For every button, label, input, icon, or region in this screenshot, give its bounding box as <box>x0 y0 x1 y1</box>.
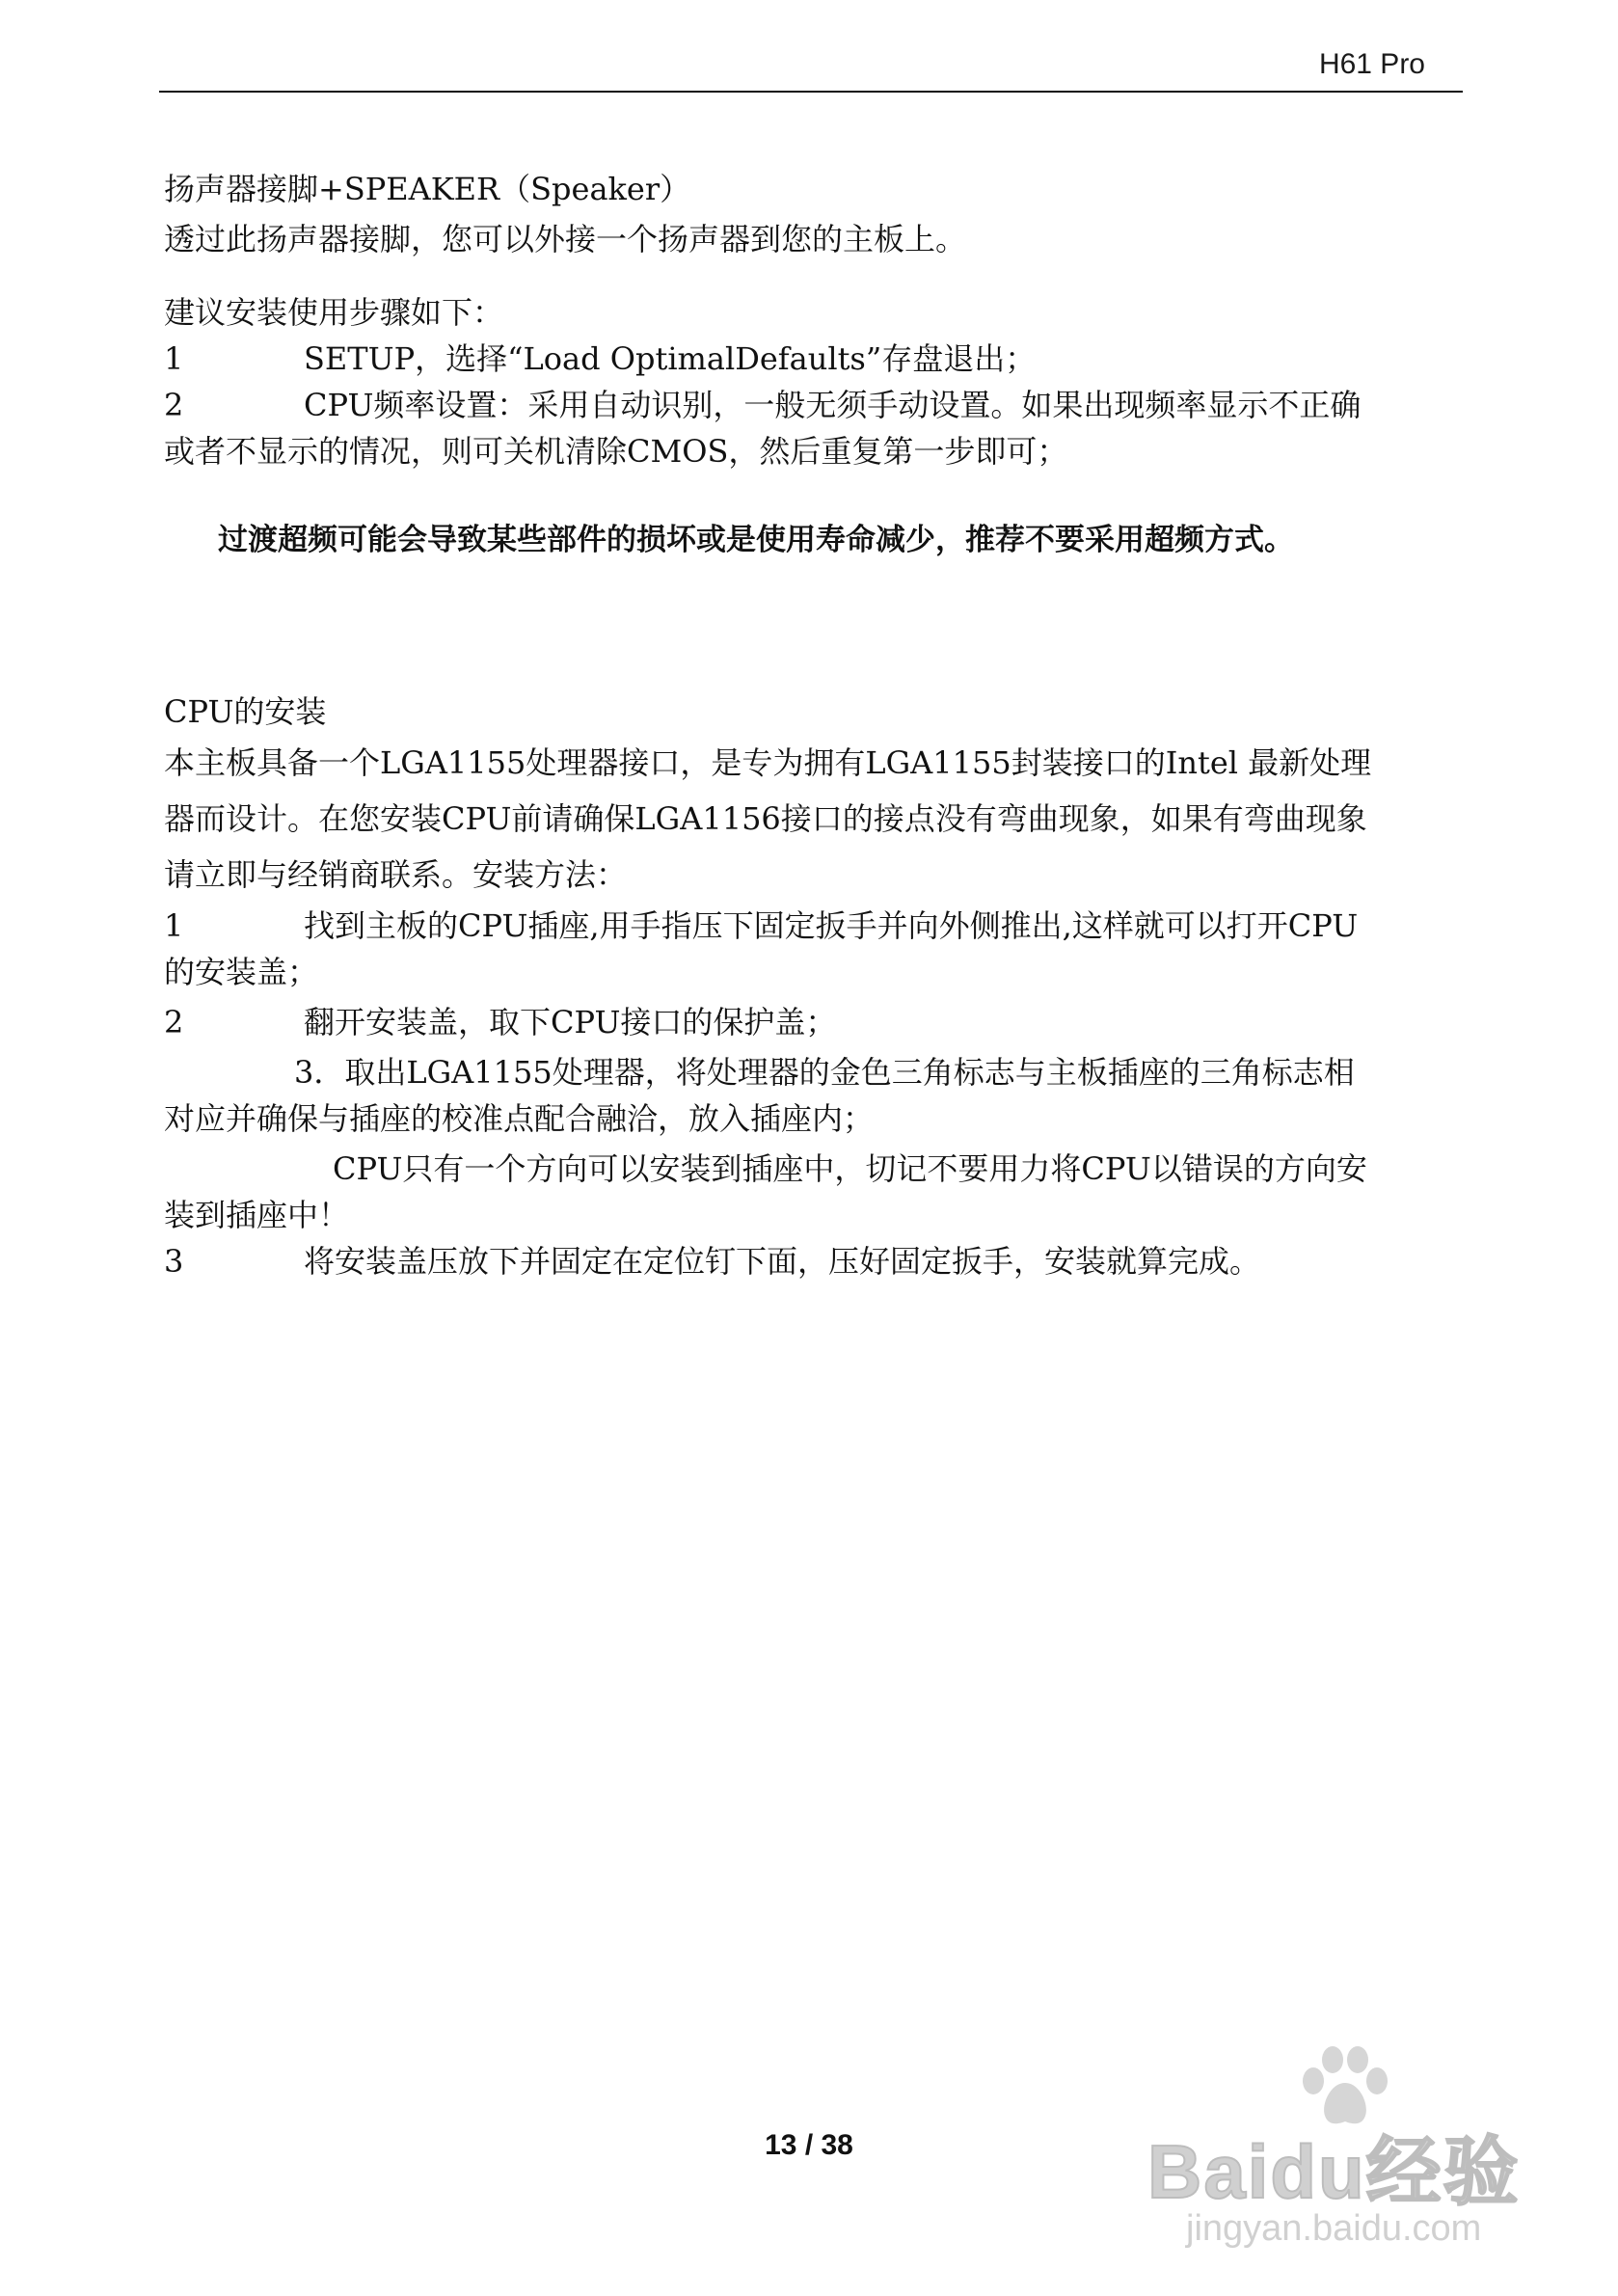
cpu-heading: CPU的安装 <box>164 693 327 730</box>
step-text: SETUP，选择“Load OptimalDefaults”存盘退出； <box>304 340 1037 377</box>
cpu-orientation-note: CPU只有一个方向可以安装到插座中，切记不要用力将CPU以错误的方向安 <box>333 1150 1367 1187</box>
baidu-watermark <box>1147 2044 1533 2256</box>
step-text: 找到主板的CPU插座,用手指压下固定扳手并向外侧推出,这样就可以打开CPU <box>304 907 1359 944</box>
setup-step-1 <box>164 336 1456 382</box>
step-number: 1 <box>164 340 184 377</box>
step-text: 将安装盖压放下并固定在定位钉下面，压好固定扳手，安装就算完成。 <box>304 1243 1261 1280</box>
step-number: 2 <box>164 387 184 423</box>
cpu-step-1-continued: 的安装盖； <box>164 954 319 990</box>
setup-step-2 <box>164 382 1456 428</box>
cpu-paragraph-line: 本主板具备一个LGA1155处理器接口，是专为拥有LGA1155封装接口的Intel 最新处理 <box>164 744 1372 781</box>
cpu-step-2 <box>164 999 1456 1045</box>
step-text: CPU频率设置：采用自动识别，一般无须手动设置。如果出现频率显示不正确 <box>304 387 1362 423</box>
page-content <box>164 166 1456 1284</box>
speaker-heading: 扬声器接脚+SPEAKER（Speaker） <box>164 171 691 207</box>
overclock-warning: 过渡超频可能会导致某些部件的损坏或是使用寿命减少，推荐不要采用超频方式。 <box>218 523 1294 557</box>
cpu-orientation-note-continued: 装到插座中！ <box>164 1197 350 1233</box>
step-number: 3 <box>164 1243 184 1280</box>
header-divider <box>159 91 1463 93</box>
page-number: 13 / 38 <box>765 2129 853 2161</box>
speaker-description: 透过此扬声器接脚，您可以外接一个扬声器到您的主板上。 <box>164 221 967 257</box>
cpu-step-3-continued: 对应并确保与插座的校准点配合融洽，放入插座内； <box>164 1100 875 1137</box>
step-text: 翻开安装盖，取下CPU接口的保护盖； <box>304 1004 837 1040</box>
cpu-step-4 <box>164 1238 1456 1284</box>
watermark-url: jingyan.baidu.com <box>1186 2208 1482 2249</box>
step-number: 2 <box>164 1004 184 1040</box>
watermark-logo: Baidu经验 <box>1147 2129 1521 2214</box>
cpu-step-3: 3．取出LGA1155处理器，将处理器的金色三角标志与主板插座的三角标志相 <box>294 1054 1355 1091</box>
setup-intro: 建议安装使用步骤如下： <box>164 294 504 331</box>
step-number: 1 <box>164 907 184 944</box>
setup-step-2-continued: 或者不显示的情况，则可关机清除CMOS，然后重复第一步即可； <box>164 433 1068 470</box>
cpu-paragraph-line: 器而设计。在您安装CPU前请确保LGA1156接口的接点没有弯曲现象，如果有弯曲现象 <box>164 800 1367 837</box>
cpu-step-1 <box>164 903 1456 949</box>
cpu-paragraph-line: 请立即与经销商联系。安装方法： <box>164 856 628 893</box>
header-title: H61 Pro <box>1318 48 1425 80</box>
